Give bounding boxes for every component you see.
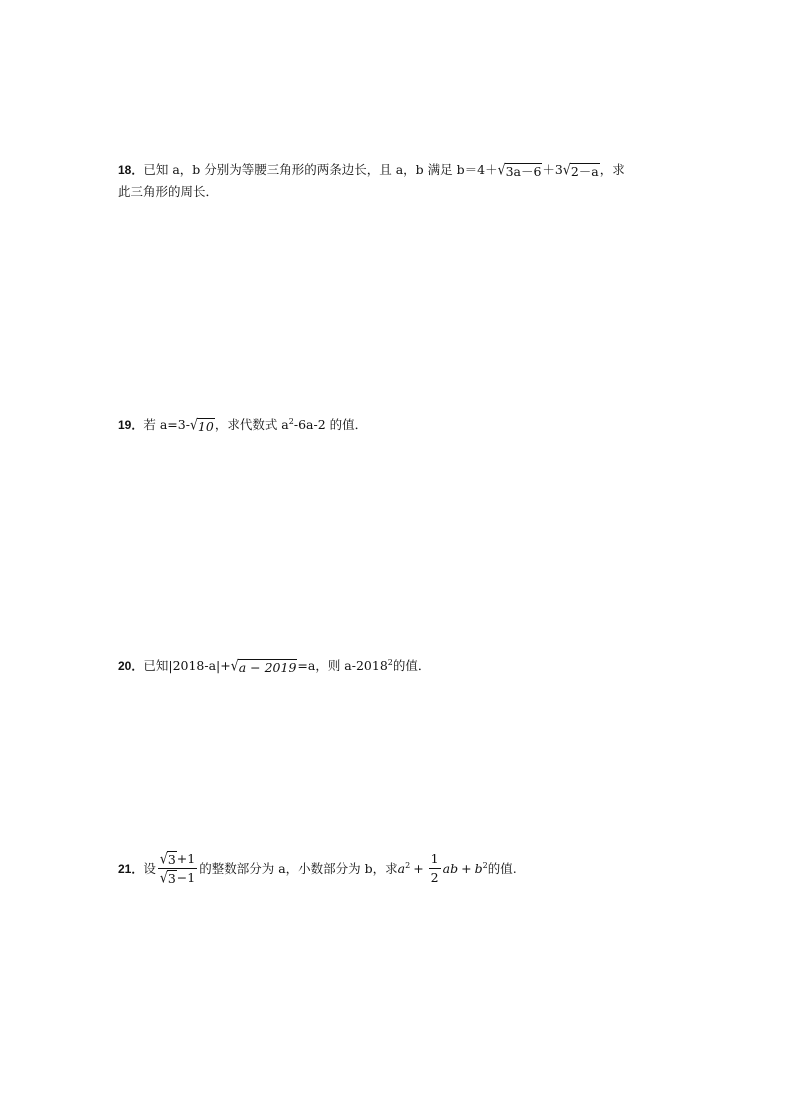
numerator-rest: +1 [176, 851, 196, 866]
superscript: 2 [482, 861, 488, 870]
fraction [158, 850, 197, 887]
radicand: a − 2019 [238, 660, 297, 676]
sqrt-expression [563, 160, 600, 180]
radicand: 10 [197, 419, 214, 435]
question-text: 的值． [392, 658, 431, 674]
question-text: ，求代数式 a [214, 417, 289, 433]
plus-sign: + [461, 860, 472, 876]
question-19 [118, 412, 367, 435]
superscript: 2 [288, 417, 294, 426]
variable-a: a [397, 860, 406, 876]
question-18-line-2: 此三角形的周长． [118, 184, 219, 199]
question-text: 已知|2018-a|+ [143, 658, 231, 674]
sqrt-expression [190, 415, 215, 435]
question-text: ，求 [599, 162, 625, 177]
question-text: 设 [143, 860, 156, 876]
question-number: 18． [118, 163, 144, 177]
radicand: 3a－6 [505, 164, 542, 179]
question-text: 若 a=3- [143, 417, 190, 433]
fraction-numerator [158, 850, 197, 869]
superscript: 2 [387, 658, 393, 667]
radicand: 3 [167, 871, 176, 886]
radical-sign: √ [497, 160, 506, 179]
question-text: =a，则 a-2018 [297, 658, 388, 674]
fraction-denominator: 2 [430, 870, 439, 885]
variable-b: b [474, 860, 483, 876]
question-text: 的值. [487, 860, 517, 876]
plus-sign: + [413, 860, 424, 876]
sqrt-expression [498, 160, 543, 180]
fraction-denominator [158, 869, 197, 887]
coefficient-text: ＋3 [542, 162, 563, 177]
question-number: 20． [118, 659, 144, 674]
question-18 [118, 160, 625, 180]
radical-sign: √ [159, 868, 168, 887]
question-21 [118, 850, 517, 887]
radical-sign: √ [230, 656, 239, 675]
radical-sign: √ [562, 160, 571, 179]
sqrt-expression [231, 656, 298, 676]
superscript: 2 [405, 861, 411, 870]
denominator-rest: −1 [176, 870, 196, 885]
question-text: 的整数部分为 a，小数部分为 b，求 [199, 860, 398, 876]
radicand: 3 [167, 852, 176, 867]
variable-ab: ab [442, 860, 459, 876]
question-20 [118, 653, 430, 676]
half-fraction [429, 850, 441, 887]
radicand: 2－a [570, 164, 599, 179]
fraction-numerator: 1 [429, 850, 441, 869]
radical-sign: √ [159, 849, 168, 868]
radical-sign: √ [189, 415, 198, 434]
question-number: 21． [118, 861, 144, 876]
question-text: -6a-2 的值． [293, 417, 368, 433]
question-text: 已知 a，b 分别为等腰三角形的两条边长，且 a，b 满足 b＝4＋ [143, 162, 498, 177]
question-number: 19． [118, 418, 144, 433]
